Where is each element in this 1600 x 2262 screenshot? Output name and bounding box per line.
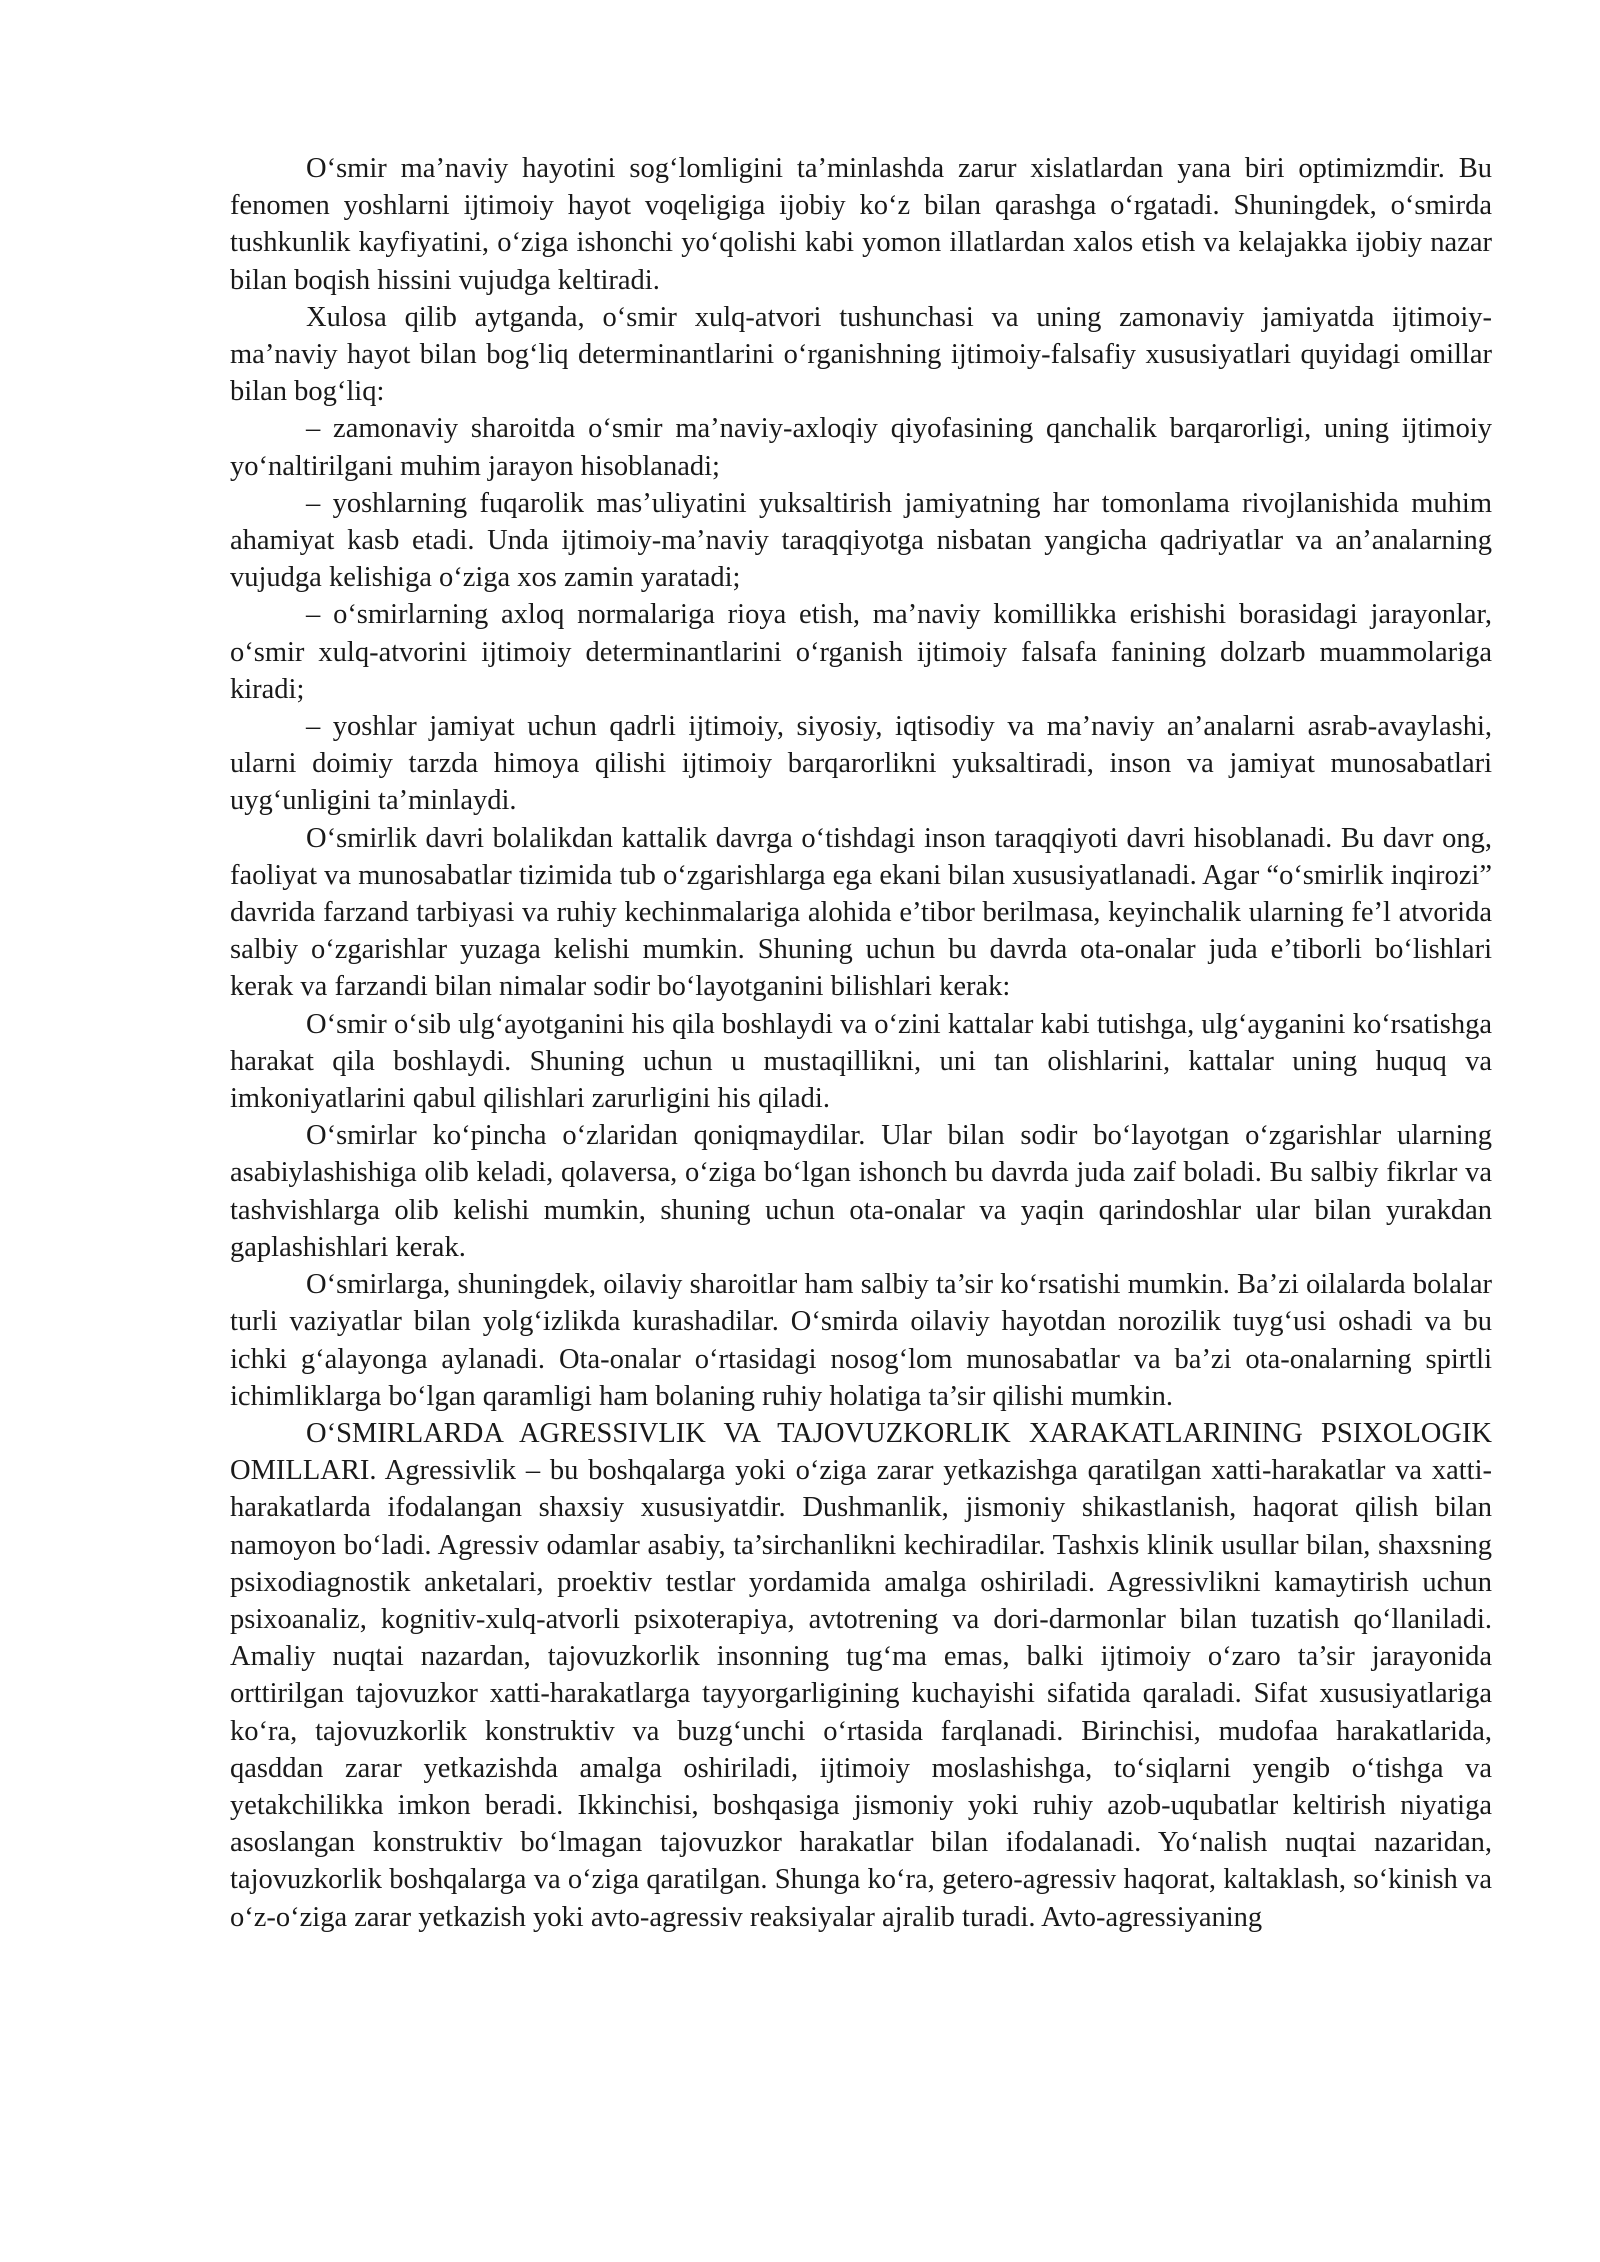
list-item-civic-responsibility: – yoshlarning fuqarolik mas’uliyatini yuksaltirish jamiyatning har tomonlama rivojlanishida muhim ahamiyat kasb etadi. Unda ijtimoiy-ma’naviy taraqqiyotga nisbatan yangicha qadriyatlar va an’analarning vujudga kelishiga o‘ziga xos zamin yaratadi; [230,487,1492,594]
paragraph-self-dissatisfaction: O‘smirlar ko‘pincha o‘zlaridan qoniqmaydilar. Ular bilan sodir bo‘layotgan o‘zgarishlar ularning asabiylashishiga olib keladi, qolaversa, o‘ziga bo‘lgan ishonch bu davrda juda zaif boladi. Bu salbiy fikrlar va tashvishlarga olib kelishi mumkin, shuning uchun ota-onalar va yaqin qarindoshlar ular bilan yurakdan gaplashishlari kerak. [230,1120,1492,1263]
paragraph-optimism: O‘smir ma’naviy hayotini sog‘lomligini ta’minlashda zarur xislatlardan yana biri optimizmdir. Bu fenomen yoshlarni ijtimoiy hayot voqeligiga ijobiy ko‘z bilan qarashga o‘rgatadi. Shuningdek, o‘smirda tushkunlik kayfiyatini, o‘ziga ishonchi yo‘qolishi kabi yomon illatlardan xalos etish va kelajakka ijobiy nazar bilan boqish hissini vujudga keltiradi. [230,153,1492,296]
list-item-moral-norms: – o‘smirlarning axloq normalariga rioya etish, ma’naviy komillikka erishishi borasidagi jarayonlar, o‘smir xulq-atvorini ijtimoiy determinantlarini o‘rganish ijtimoiy falsafa fanining dolzarb muammolariga kiradi; [230,599,1492,705]
paragraph-adolescence-period: O‘smirlik davri bolalikdan kattalik davrga o‘tishdagi inson taraqqiyoti davri hisoblanadi. Bu davr ong, faoliyat va munosabatlar tizimida tub o‘zgarishlarga ega ekani bilan xususiyatlanadi. Agar “o‘smirlik inqirozi” davrida farzand tarbiyasi va ruhiy kechinmalariga alohida e’tibor berilmasa, keyinchalik ularning fe’l atvorida salbiy o‘zgarishlar yuzaga kelishi mumkin. Shuning uchun bu davrda ota-onalar juda e’tiborli bo‘lishlari kerak va farzandi bilan nimalar sodir bo‘layotganini bilishlari kerak: [230,822,1492,1003]
list-item-traditions: – yoshlar jamiyat uchun qadrli ijtimoiy, siyosiy, iqtisodiy va ma’naviy an’analarni asrab-avaylashi, ularni doimiy tarzda himoya qilishi ijtimoiy barqarorlikni yuksaltiradi, inson va jamiyat munosabatlari uyg‘unligini ta’minlaydi. [230,711,1492,817]
paragraph-conclusion: Xulosa qilib aytganda, o‘smir xulq-atvori tushunchasi va uning zamonaviy jamiyatda ijtimoiy-ma’naviy hayot bilan bog‘liq determinantlarini o‘rganishning ijtimoiy-falsafiy xususiyatlari quyidagi omillar bilan bog‘liq: [230,301,1492,408]
document-page [230,150,1492,1936]
paragraph-growing-up: O‘smir o‘sib ulg‘ayotganini his qila boshlaydi va o‘zini kattalar kabi tutishga, ulg‘ayganini ko‘rsatishga harakat qila boshlaydi. Shuning uchun u mustaqillikni, uni tan olishlarini, kattalar uning huquq va imkoniyatlarini qabul qilishlari zarurligini his qiladi. [230,1008,1492,1115]
list-item-stability: – zamonaviy sharoitda o‘smir ma’naviy-axloqiy qiyofasining qanchalik barqarorligi, uning ijtimoiy yo‘naltirilgani muhim jarayon hisoblanadi; [230,413,1492,482]
paragraph-aggression-factors: O‘SMIRLARDA AGRESSIVLIK VA TAJOVUZKORLIK XARAKATLARINING PSIXOLOGIK OMILLARI. Agressivlik – bu boshqalarga yoki o‘ziga zarar yetkazishga qaratilgan xatti-harakatlar va xatti-harakatlarda ifodalangan shaxsiy xususiyatdir. Dushmanlik, jismoniy shikastlanish, haqorat qilish bilan namoyon bo‘ladi. Agressiv odamlar asabiy, ta’sirchanlikni kechiradilar. Tashxis klinik usullar bilan, shaxsning psixodiagnostik anketalari, proektiv testlar yordamida amalga oshiriladi. Agressivlikni kamaytirish uchun psixoanaliz, kognitiv-xulq-atvorli psixoterapiya, avtotrening va dori-darmonlar bilan tuzatish qo‘llaniladi. Amaliy nuqtai nazardan, tajovuzkorlik insonning tug‘ma emas, balki ijtimoiy o‘zaro ta’sir jarayonida orttirilgan tajovuzkor xatti-harakatlarga tayyorgarligining kuchayishi sifatida qaraladi. Sifat xususiyatlariga ko‘ra, tajovuzkorlik konstruktiv va buzg‘unchi o‘rtasida farqlanadi. Birinchisi, mudofaa harakatlarida, qasddan zarar yetkazishda amalga oshiriladi, ijtimoiy moslashishga, to‘siqlarni yengib o‘tishga va yetakchilikka imkon beradi. Ikkinchisi, boshqasiga jismoniy yoki ruhiy azob-uqubatlar keltirish niyatiga asoslangan konstruktiv bo‘lmagan tajovuzkor harakatlar bilan ifodalanadi. Yo‘nalish nuqtai nazaridan, tajovuzkorlik boshqalarga va o‘ziga qaratilgan. Shunga ko‘ra, getero-agressiv haqorat, kaltaklash, so‘kinish va o‘z-o‘ziga zarar yetkazish yoki avto-agressiv reaksiyalar ajralib turadi. Avto-agressiyaning [230,1417,1492,1933]
paragraph-family-conditions: O‘smirlarga, shuningdek, oilaviy sharoitlar ham salbiy ta’sir ko‘rsatishi mumkin. Ba’zi oilalarda bolalar turli vaziyatlar bilan yolg‘izlikda kurashadilar. O‘smirda oilaviy hayotdan norozilik tuyg‘usi oshadi va bu ichki g‘alayonga aylanadi. Ota-onalar o‘rtasidagi nosog‘lom munosabatlar va ba’zi ota-onalarning spirtli ichimliklarga bo‘lgan qaramligi ham bolaning ruhiy holatiga ta’sir qilishi mumkin. [230,1269,1492,1412]
